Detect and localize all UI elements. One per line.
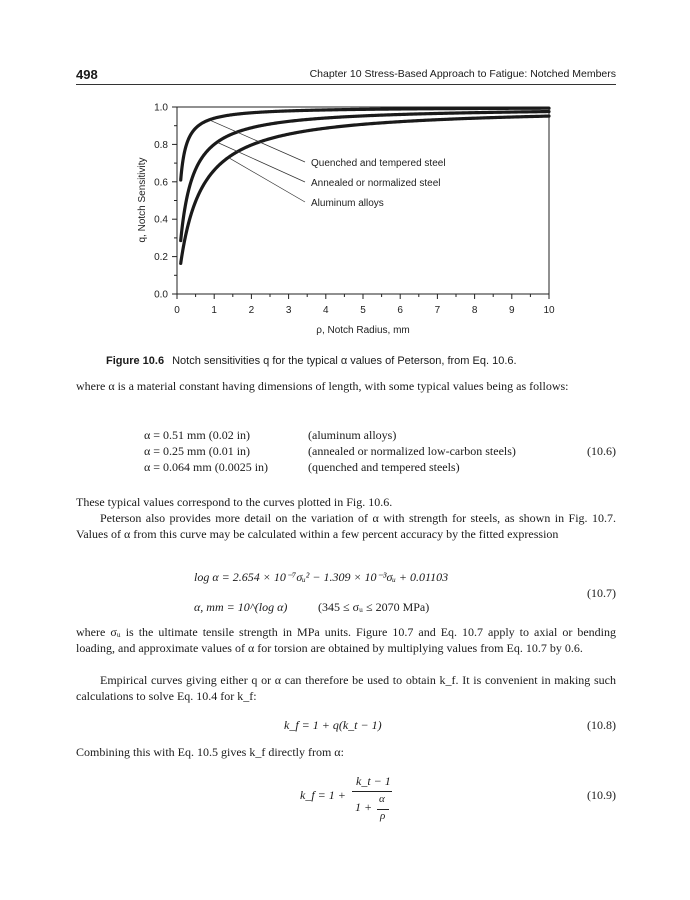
curve-2 (181, 112, 549, 241)
figure-label: Figure 10.6 (106, 355, 165, 367)
eq109-fraction-bar (352, 791, 392, 792)
curve-3 (181, 116, 549, 263)
x-tick-label: 10 (543, 305, 555, 316)
y-tick-label: 0.8 (154, 139, 168, 151)
x-tick-label: 8 (471, 305, 478, 316)
eq106-row-3-value: α = 0.064 mm (0.0025 in) (144, 460, 269, 474)
eq109-lhs: k_f = 1 + (300, 788, 346, 802)
series-label-2: Annealed or normalized steel (311, 178, 441, 189)
series-labels (311, 158, 446, 209)
eq106-number: (10.6) (587, 444, 616, 458)
series-label-3: Aluminum alloys (311, 198, 384, 209)
figure-caption-text: Notch sensitivities q for the typical α values of Peterson, from Eq. 10.6. (172, 355, 517, 367)
paragraph-1: where α is a material constant having dimensions of length, with some typical values being as follows: (76, 379, 569, 393)
eq107-line-2-left: α, mm = 10^(log α) (194, 600, 288, 614)
x-axis-ticks (174, 294, 555, 316)
eq106-row-1-value: α = 0.51 mm (0.02 in) (144, 428, 251, 442)
y-axis-label: q, Notch Sensitivity (137, 157, 148, 243)
running-head: Chapter 10 Stress-Based Approach to Fatigue: Notched Members (309, 68, 616, 80)
leader-line-2 (218, 143, 305, 182)
x-axis-label: ρ, Notch Radius, mm (316, 325, 410, 336)
x-tick-label: 4 (323, 305, 329, 316)
y-tick-label: 0.2 (154, 252, 168, 264)
eq109-numerator: k_t − 1 (356, 774, 391, 788)
x-tick-label: 7 (434, 305, 441, 316)
x-tick-label: 5 (360, 305, 366, 316)
paragraph-2: These typical values correspond to the curves plotted in Fig. 10.6. (76, 495, 393, 509)
x-tick-label: 3 (285, 305, 292, 316)
x-tick-label: 9 (509, 305, 515, 316)
eq109-denominator-prefix: 1 + (355, 800, 373, 814)
eq106-row-1-material: (aluminum alloys) (308, 428, 397, 442)
eq106-row-2-value: α = 0.25 mm (0.01 in) (144, 444, 251, 458)
y-tick-label: 0.0 (154, 289, 168, 301)
eq107-line-1: log α = 2.654 × 10⁻⁷σᵤ² − 1.309 × 10⁻³σᵤ + 0.01103 (194, 570, 449, 584)
y-axis-ticks (154, 103, 177, 301)
eq107-line-2-right: (345 ≤ σᵤ ≤ 2070 MPa) (318, 600, 430, 614)
eq109-inner-denominator: ρ (380, 810, 386, 822)
eq106-row-2-material: (annealed or normalized low-carbon steels) (308, 444, 516, 458)
y-tick-label: 0.6 (154, 177, 168, 189)
series-label-1: Quenched and tempered steel (311, 158, 446, 169)
x-tick-label: 6 (397, 305, 403, 316)
paragraph-6: Combining this with Eq. 10.5 gives k_f directly from α: (76, 745, 344, 759)
page-header (76, 66, 616, 85)
eq108-text: k_f = 1 + q(k_t − 1) (284, 718, 382, 732)
paragraph-4: where σᵤ is the ultimate tensile strength in MPa units. Figure 10.7 and Eq. 10.7 apply to axial or bending loading, and approximate values of α for torsion are obtained by multiplying values from Eq. 10.7 by 0.6. (76, 625, 616, 655)
y-tick-label: 0.4 (154, 214, 168, 226)
eq109-number: (10.9) (587, 788, 616, 802)
eq108-number: (10.8) (587, 718, 616, 732)
page-number: 498 (76, 67, 98, 82)
notch-sensitivity-chart (130, 95, 560, 340)
x-tick-label: 0 (174, 305, 180, 316)
y-tick-label: 1.0 (154, 102, 168, 114)
figure-caption (106, 355, 517, 367)
x-tick-label: 1 (211, 305, 217, 316)
paragraph-5: Empirical curves giving either q or α can therefore be used to obtain k_f. It is convenient in making such calculations to solve Eq. 10.4 for k_f: (76, 673, 616, 703)
eq109-inner-numerator: α (379, 793, 385, 805)
eq106-row-3-material: (quenched and tempered steels) (308, 460, 460, 474)
x-tick-label: 2 (248, 305, 255, 316)
eq107-number: (10.7) (587, 586, 616, 600)
paragraph-3: Peterson also provides more detail on the variation of α with strength for steels, as shown in Fig. 10.7. Values of α from this curve may be calculated within a few percent accuracy by the fitted expression (76, 511, 616, 541)
